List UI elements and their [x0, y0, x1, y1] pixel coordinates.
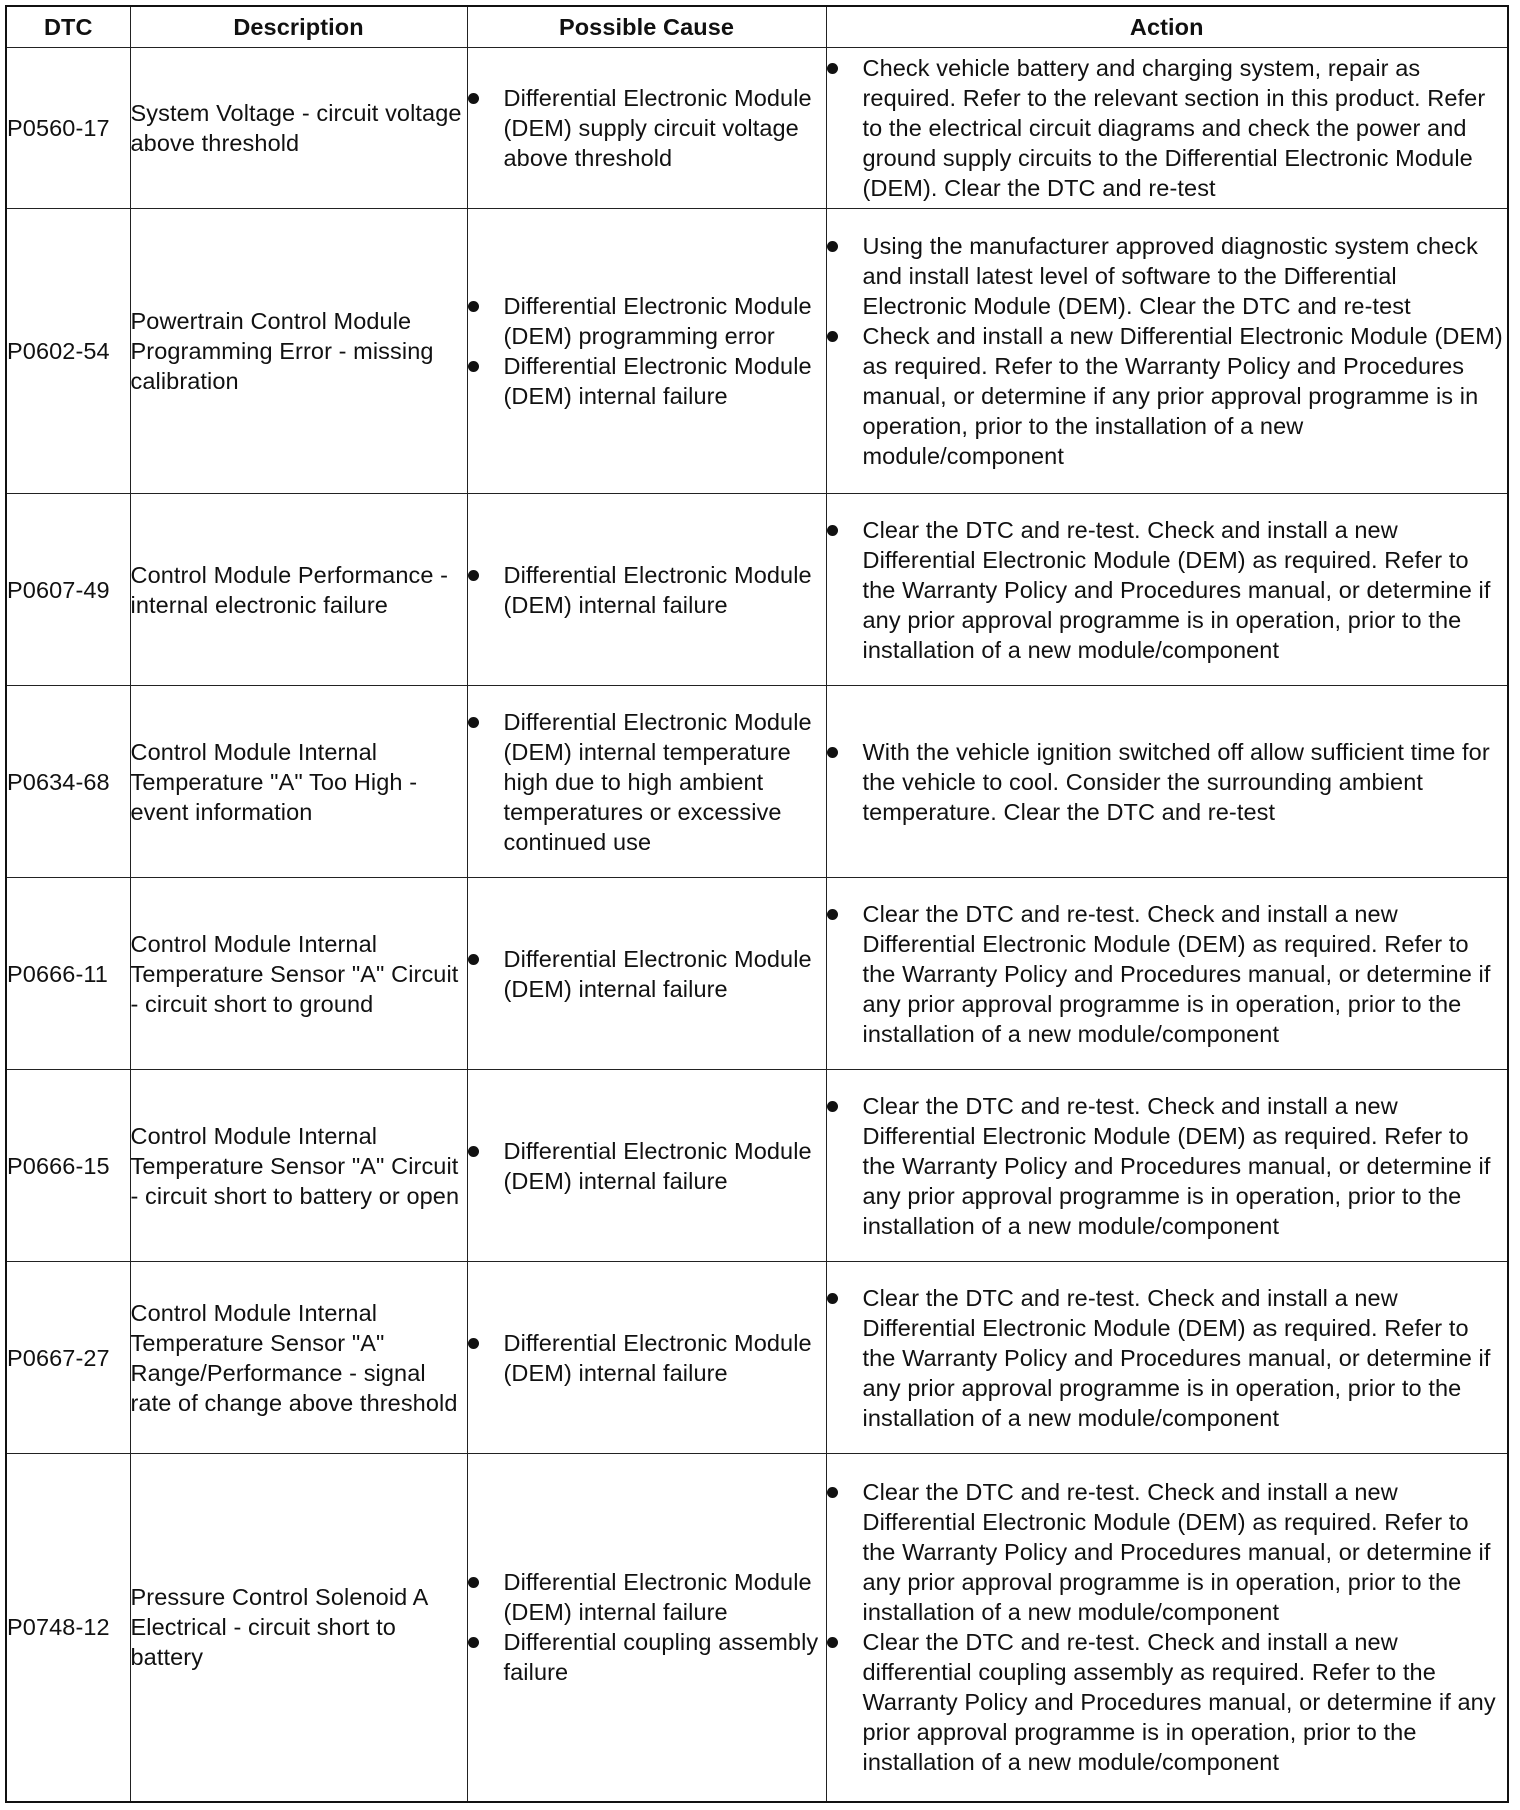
action-text: Check and install a new Differential Electronic Module (DEM) as required. Refer to the Warranty Policy and Procedures manual, or determine if any prior approval programme is in operation, prior to the installation of a new module/component	[862, 323, 1503, 469]
cause-text: Differential Electronic Module (DEM) internal failure	[503, 945, 812, 1002]
dtc-code: P0667-27	[6, 1262, 130, 1454]
possible-cause-cell	[467, 209, 826, 494]
action-item	[827, 231, 1508, 321]
cause-text: Differential Electronic Module (DEM) internal temperature high due to high ambient temperatures or excessive continued use	[503, 708, 812, 855]
action-cell	[826, 1454, 1508, 1802]
action-text: Using the manufacturer approved diagnostic system check and install latest level of software to the Differential Electronic Module (DEM). Clear the DTC and re-test	[862, 233, 1479, 319]
dtc-table	[5, 5, 1509, 1803]
action-cell	[826, 1262, 1508, 1454]
action-item	[827, 1477, 1508, 1627]
cause-item	[468, 1627, 826, 1687]
cause-item	[468, 560, 826, 620]
bullet-icon	[827, 747, 838, 758]
header-possible-cause: Possible Cause	[467, 6, 826, 48]
bullet-icon	[468, 1146, 479, 1157]
cause-item	[468, 707, 826, 857]
dtc-code: P0748-12	[6, 1454, 130, 1802]
cause-item	[468, 944, 826, 1004]
bullet-icon	[468, 1577, 479, 1588]
cause-text: Differential Electronic Module (DEM) programming error	[503, 293, 812, 349]
action-item	[827, 321, 1508, 471]
table-header-row	[6, 6, 1508, 48]
cause-text: Differential Electronic Module (DEM) internal failure	[503, 1329, 812, 1386]
table-row	[6, 48, 1508, 209]
dtc-code: P0602-54	[6, 209, 130, 494]
cause-item	[468, 1136, 826, 1196]
cause-text: Differential Electronic Module (DEM) internal failure	[503, 1137, 812, 1194]
action-cell	[826, 1070, 1508, 1262]
dtc-table-container	[5, 5, 1507, 1802]
dtc-code: P0560-17	[6, 48, 130, 209]
bullet-icon	[827, 241, 838, 252]
action-cell	[826, 878, 1508, 1070]
table-row	[6, 209, 1508, 494]
dtc-code: P0666-15	[6, 1070, 130, 1262]
action-text: Clear the DTC and re-test. Check and install a new Differential Electronic Module (DEM) as required. Refer to the Warranty Policy and Procedures manual, or determine if any prior approval programme is in operation, prior to the installation of a new module/component	[862, 516, 1491, 663]
bullet-icon	[827, 63, 838, 74]
possible-cause-cell	[467, 878, 826, 1070]
dtc-code: P0666-11	[6, 878, 130, 1070]
action-item	[827, 53, 1508, 203]
possible-cause-cell	[467, 1262, 826, 1454]
dtc-description: Control Module Internal Temperature "A" Too High - event information	[130, 686, 467, 878]
action-text: With the vehicle ignition switched off allow sufficient time for the vehicle to cool. Consider the surrounding ambient temperature. Clear the DTC and re-test	[862, 738, 1490, 825]
table-row	[6, 494, 1508, 686]
bullet-icon	[468, 361, 479, 372]
dtc-description: Control Module Performance - internal electronic failure	[130, 494, 467, 686]
bullet-icon	[468, 1338, 479, 1349]
bullet-icon	[827, 525, 838, 536]
dtc-description: System Voltage - circuit voltage above threshold	[130, 48, 467, 209]
action-text: Clear the DTC and re-test. Check and install a new Differential Electronic Module (DEM) as required. Refer to the Warranty Policy and Procedures manual, or determine if any prior approval programme is in operation, prior to the installation of a new module/component	[862, 1284, 1491, 1431]
bullet-icon	[468, 1637, 479, 1648]
action-text: Clear the DTC and re-test. Check and install a new differential coupling assembly as required. Refer to the Warranty Policy and Procedures manual, or determine if any prior approval programme is in operation, prior to the installation of a new module/component	[862, 1629, 1496, 1776]
action-cell	[826, 686, 1508, 878]
bullet-icon	[827, 1487, 838, 1498]
cause-item	[468, 351, 826, 411]
cause-item	[468, 1328, 826, 1388]
possible-cause-cell	[467, 686, 826, 878]
table-row	[6, 686, 1508, 878]
header-description: Description	[130, 6, 467, 48]
possible-cause-cell	[467, 1454, 826, 1802]
possible-cause-cell	[467, 494, 826, 686]
dtc-description: Powertrain Control Module Programming Error - missing calibration	[130, 209, 467, 494]
action-text: Clear the DTC and re-test. Check and install a new Differential Electronic Module (DEM) as required. Refer to the Warranty Policy and Procedures manual, or determine if any prior approval programme is in operation, prior to the installation of a new module/component	[862, 900, 1491, 1047]
cause-text: Differential Electronic Module (DEM) internal failure	[503, 353, 812, 409]
bullet-icon	[468, 717, 479, 728]
action-item	[827, 1091, 1508, 1241]
action-item	[827, 899, 1508, 1049]
action-text: Clear the DTC and re-test. Check and install a new Differential Electronic Module (DEM) as required. Refer to the Warranty Policy and Procedures manual, or determine if any prior approval programme is in operation, prior to the installation of a new module/component	[862, 1479, 1491, 1626]
header-action: Action	[826, 6, 1508, 48]
bullet-icon	[827, 1101, 838, 1112]
action-text: Check vehicle battery and charging system, repair as required. Refer to the relevant section in this product. Refer to the electrical circuit diagrams and check the power and ground supply circuits to the Differential Electronic Module (DEM). Clear the DTC and re-test	[862, 55, 1486, 201]
action-item	[827, 1627, 1508, 1777]
dtc-code: P0634-68	[6, 686, 130, 878]
cause-text: Differential Electronic Module (DEM) supply circuit voltage above threshold	[503, 85, 812, 171]
bullet-icon	[468, 301, 479, 312]
table-row	[6, 1070, 1508, 1262]
bullet-icon	[827, 1293, 838, 1304]
header-dtc: DTC	[6, 6, 130, 48]
cause-item	[468, 291, 826, 351]
bullet-icon	[827, 1637, 838, 1648]
table-row	[6, 878, 1508, 1070]
bullet-icon	[468, 570, 479, 581]
table-row	[6, 1262, 1508, 1454]
action-cell	[826, 48, 1508, 209]
action-cell	[826, 494, 1508, 686]
cause-item	[468, 1567, 826, 1627]
bullet-icon	[468, 954, 479, 965]
action-text: Clear the DTC and re-test. Check and install a new Differential Electronic Module (DEM) as required. Refer to the Warranty Policy and Procedures manual, or determine if any prior approval programme is in operation, prior to the installation of a new module/component	[862, 1092, 1491, 1239]
dtc-description: Pressure Control Solenoid A Electrical - circuit short to battery	[130, 1454, 467, 1802]
dtc-description: Control Module Internal Temperature Sensor "A" Circuit - circuit short to battery or open	[130, 1070, 467, 1262]
cause-text: Differential Electronic Module (DEM) internal failure	[503, 1569, 812, 1626]
action-item	[827, 737, 1508, 827]
cause-item	[468, 83, 826, 173]
action-item	[827, 1283, 1508, 1433]
dtc-code: P0607-49	[6, 494, 130, 686]
dtc-description: Control Module Internal Temperature Sensor "A" Circuit - circuit short to ground	[130, 878, 467, 1070]
cause-text: Differential coupling assembly failure	[503, 1629, 819, 1686]
cause-text: Differential Electronic Module (DEM) internal failure	[503, 561, 812, 618]
possible-cause-cell	[467, 48, 826, 209]
bullet-icon	[827, 909, 838, 920]
bullet-icon	[468, 93, 479, 104]
possible-cause-cell	[467, 1070, 826, 1262]
action-item	[827, 515, 1508, 665]
bullet-icon	[827, 331, 838, 342]
dtc-description: Control Module Internal Temperature Sensor "A" Range/Performance - signal rate of change above threshold	[130, 1262, 467, 1454]
table-row	[6, 1454, 1508, 1802]
action-cell	[826, 209, 1508, 494]
